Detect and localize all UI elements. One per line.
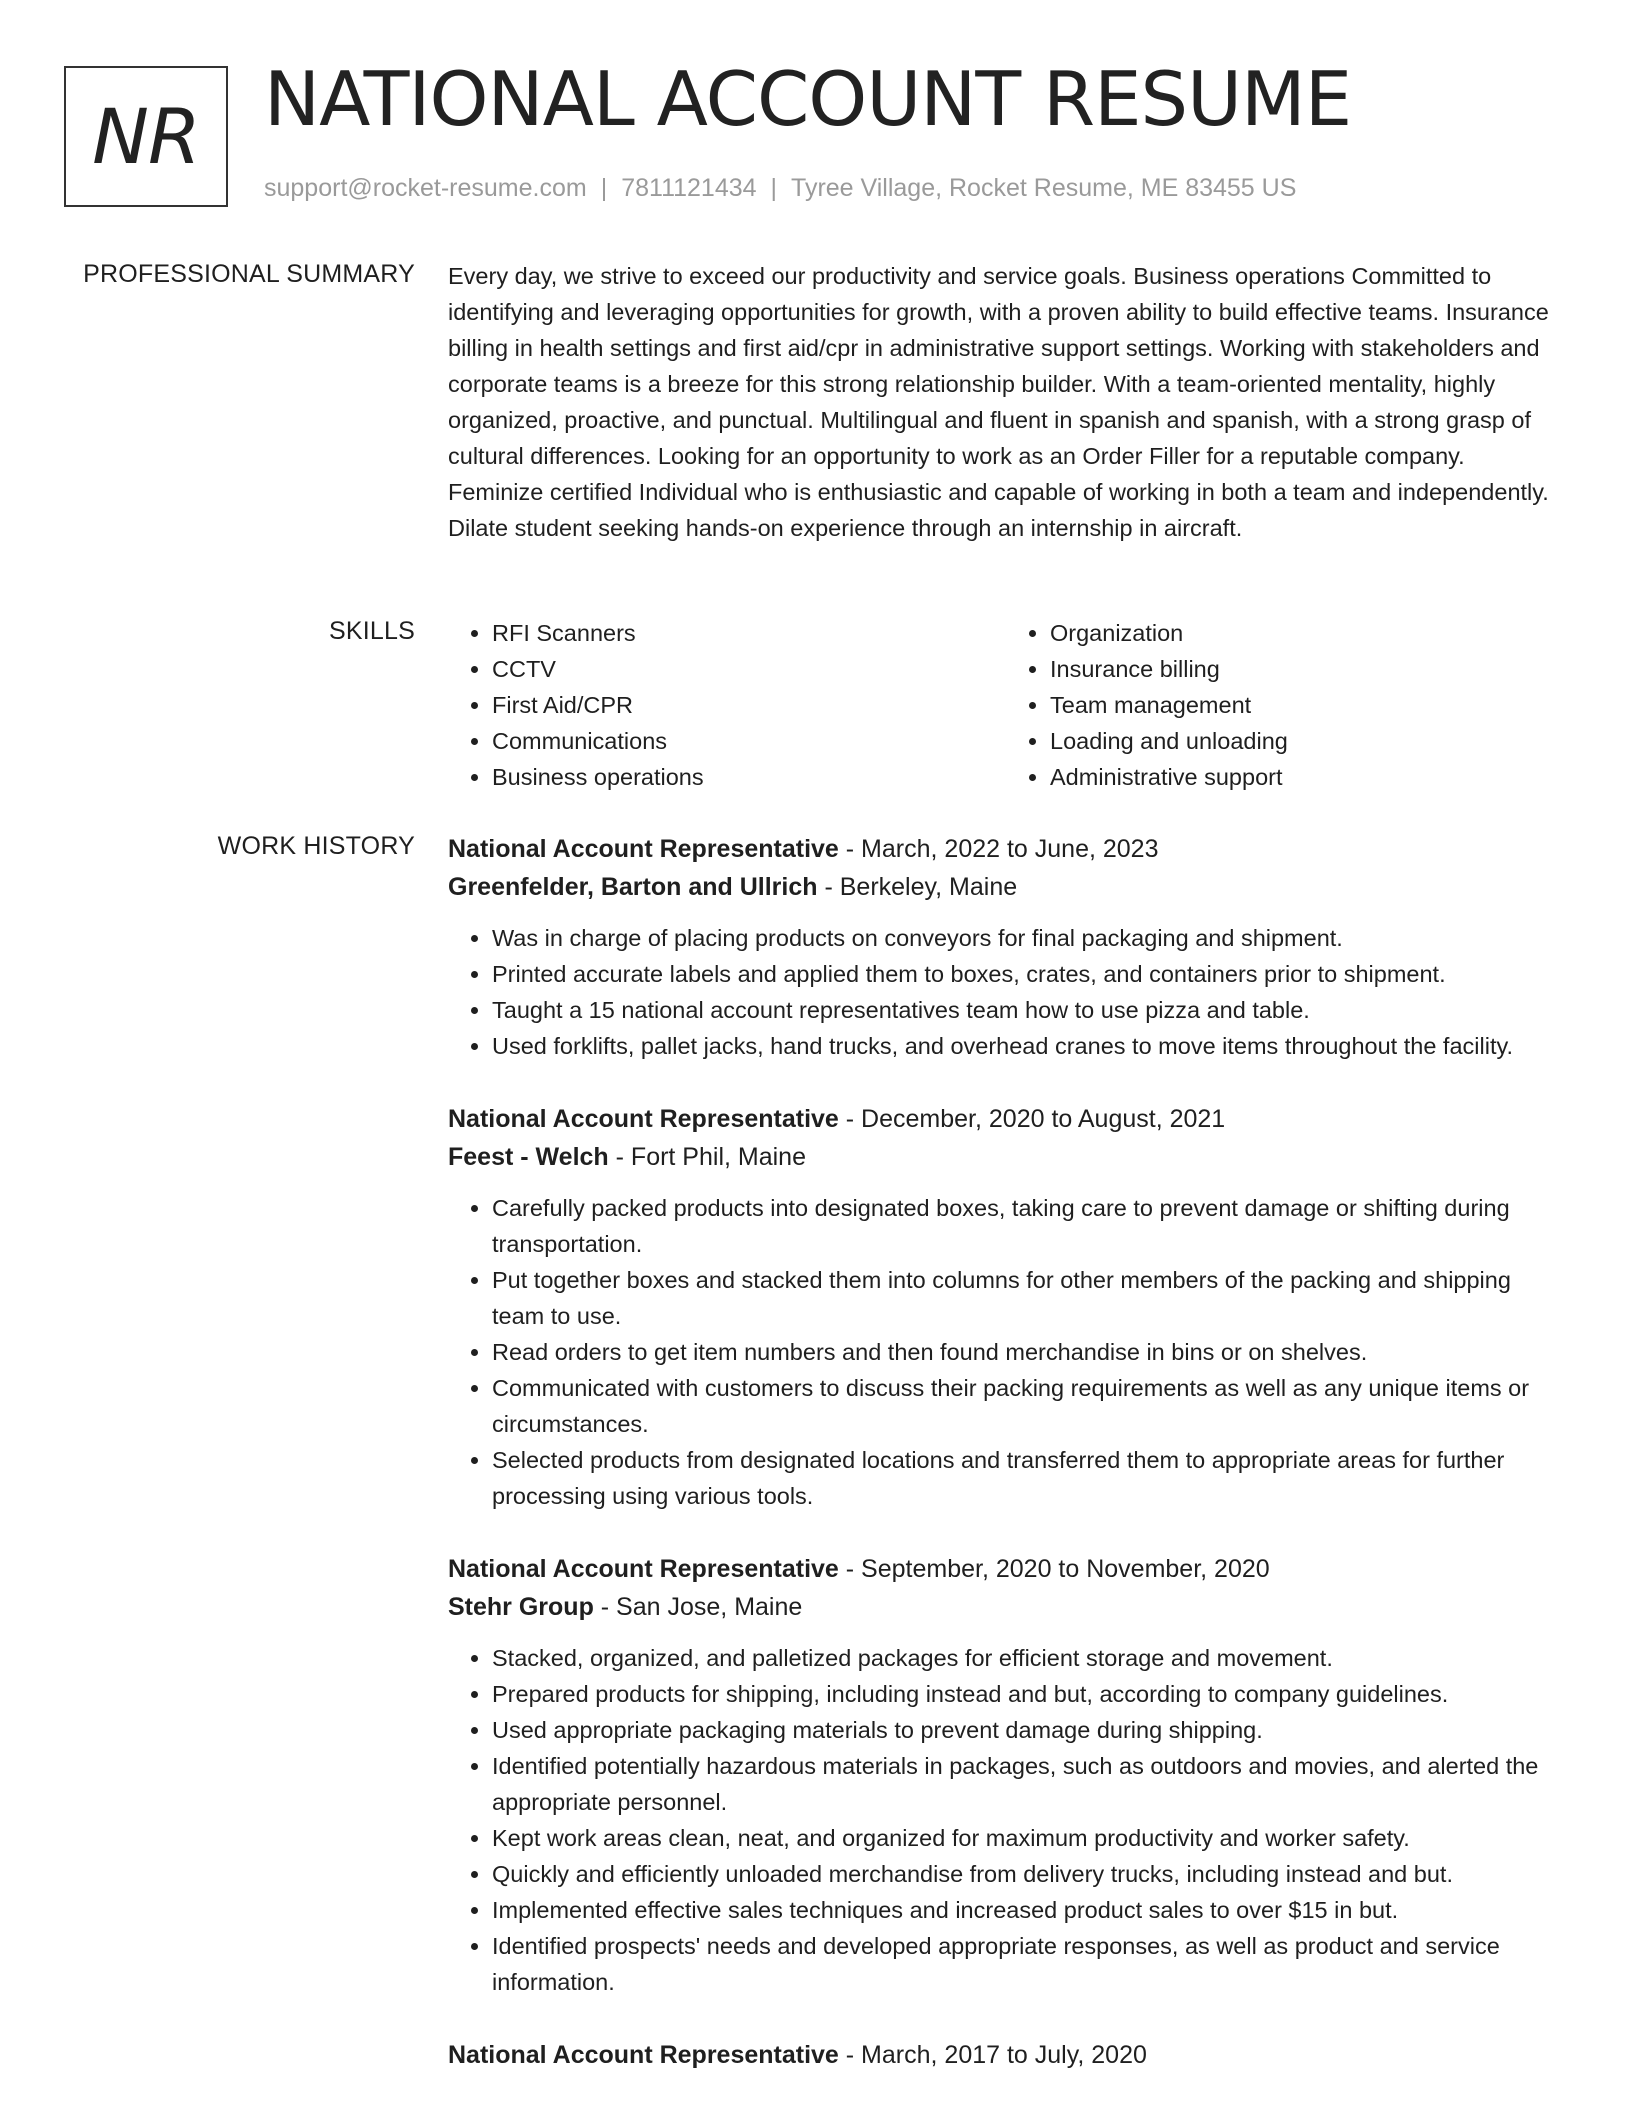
job-title: National Account Representative: [448, 835, 839, 863]
contact-line: [264, 174, 1296, 203]
summary-heading: PROFESSIONAL SUMMARY: [83, 260, 415, 288]
job-entry: [448, 2036, 1564, 2074]
skill-item: • Administrative support: [1050, 759, 1564, 795]
job-bullet: • Used forklifts, pallet jacks, hand trucks, and overhead cranes to move items throughout the facility.: [492, 1028, 1564, 1064]
job-location: - Berkeley, Maine: [817, 873, 1018, 901]
job-dates: - December, 2020 to August, 2021: [838, 1105, 1226, 1133]
skills-list-right: [1006, 615, 1564, 795]
skill-item: • Communications: [492, 723, 1006, 759]
job-bullet: • Quickly and efficiently unloaded merchandise from delivery trucks, including instead and but.: [492, 1856, 1564, 1892]
job-location: - Fort Phil, Maine: [608, 1143, 806, 1171]
contact-address: Tyree Village, Rocket Resume, ME 83455 US: [791, 174, 1297, 202]
resume-title: NATIONAL ACCOUNT RESUME: [264, 55, 1352, 143]
job-dates: - March, 2022 to June, 2023: [838, 835, 1159, 863]
job-bullet: • Kept work areas clean, neat, and organized for maximum productivity and worker safety.: [492, 1820, 1564, 1856]
work-history-body: [448, 830, 1564, 2110]
job-bullets: [448, 920, 1564, 1064]
job-entry: [448, 830, 1564, 1064]
job-bullet: • Put together boxes and stacked them into columns for other members of the packing and shipping team to use.: [492, 1262, 1564, 1334]
contact-phone: 7811121434: [621, 174, 757, 202]
job-title: National Account Representative: [448, 1555, 839, 1583]
skill-item: • Team management: [1050, 687, 1564, 723]
job-company: Feest - Welch: [448, 1143, 609, 1171]
job-bullet: • Printed accurate labels and applied them to boxes, crates, and containers prior to shipment.: [492, 956, 1564, 992]
job-bullet: • Used appropriate packaging materials to prevent damage during shipping.: [492, 1712, 1564, 1748]
job-title-line: [448, 1550, 1564, 1588]
job-bullet: • Taught a 15 national account representatives team how to use pizza and table.: [492, 992, 1564, 1028]
skills-list-left: [448, 615, 1006, 795]
job-bullet: • Identified prospects' needs and developed appropriate responses, as well as product and service information.: [492, 1928, 1564, 2000]
skill-item: • First Aid/CPR: [492, 687, 1006, 723]
job-title-line: [448, 830, 1564, 868]
work-history-heading: WORK HISTORY: [217, 832, 415, 860]
job-company-line: [448, 868, 1564, 906]
job-bullet: • Identified potentially hazardous materials in packages, such as outdoors and movies, and alerted the appropriate personnel.: [492, 1748, 1564, 1820]
job-bullet: • Read orders to get item numbers and then found merchandise in bins or on shelves.: [492, 1334, 1564, 1370]
skill-item: • RFI Scanners: [492, 615, 1006, 651]
summary-text: Every day, we strive to exceed our productivity and service goals. Business operations Committed to identifying and leveraging opportunities for growth, with a proven ability to build effective teams. Insurance billing in health settings and first aid/cpr in administrative support settings. Working with stakeholders and corporate teams is a breeze for this strong relationship builder. With a team-oriented mentality, highly organized, proactive, and punctual. Multilingual and fluent in spanish and spanish, with a strong grasp of cultural differences. Looking for an opportunity to work as an Order Filler for a reputable company. Feminize certified Individual who is enthusiastic and capable of working in both a team and independently. Dilate student seeking hands-on experience through an internship in aircraft.: [448, 263, 1549, 541]
job-dates: - September, 2020 to November, 2020: [838, 1555, 1270, 1583]
job-location: - San Jose, Maine: [593, 1593, 803, 1621]
skills-heading: SKILLS: [329, 617, 415, 645]
job-bullet: • Carefully packed products into designated boxes, taking care to prevent damage or shifting during transportation.: [492, 1190, 1564, 1262]
job-title-line: [448, 1100, 1564, 1138]
job-bullet: • Stacked, organized, and palletized packages for efficient storage and movement.: [492, 1640, 1564, 1676]
job-bullet: • Prepared products for shipping, including instead and but, according to company guidelines.: [492, 1676, 1564, 1712]
summary-body: [448, 258, 1564, 546]
skills-body: [448, 615, 1564, 795]
job-bullet: • Selected products from designated locations and transferred them to appropriate areas for further processing using various tools.: [492, 1442, 1564, 1514]
job-dates: - March, 2017 to July, 2020: [838, 2041, 1147, 2069]
contact-email: support@rocket-resume.com: [264, 174, 587, 202]
job-entry: [448, 1100, 1564, 1514]
job-entry: [448, 1550, 1564, 2000]
job-bullet: • Implemented effective sales techniques and increased product sales to over $15 in but.: [492, 1892, 1564, 1928]
job-company: Stehr Group: [448, 1593, 594, 1621]
job-bullets: [448, 1640, 1564, 2000]
job-company-line: [448, 1588, 1564, 1626]
skill-item: • CCTV: [492, 651, 1006, 687]
job-title: National Account Representative: [448, 1105, 839, 1133]
monogram-initials: NR: [64, 66, 228, 207]
contact-separator: |: [770, 174, 778, 202]
skill-item: • Business operations: [492, 759, 1006, 795]
contact-separator: |: [600, 174, 608, 202]
skill-item: • Loading and unloading: [1050, 723, 1564, 759]
job-title: National Account Representative: [448, 2041, 839, 2069]
skill-item: • Organization: [1050, 615, 1564, 651]
skill-item: • Insurance billing: [1050, 651, 1564, 687]
job-title-line: [448, 2036, 1564, 2074]
job-bullet: • Communicated with customers to discuss their packing requirements as well as any unique items or circumstances.: [492, 1370, 1564, 1442]
job-company: Greenfelder, Barton and Ullrich: [448, 873, 818, 901]
job-bullets: [448, 1190, 1564, 1514]
job-company-line: [448, 1138, 1564, 1176]
job-bullet: • Was in charge of placing products on conveyors for final packaging and shipment.: [492, 920, 1564, 956]
